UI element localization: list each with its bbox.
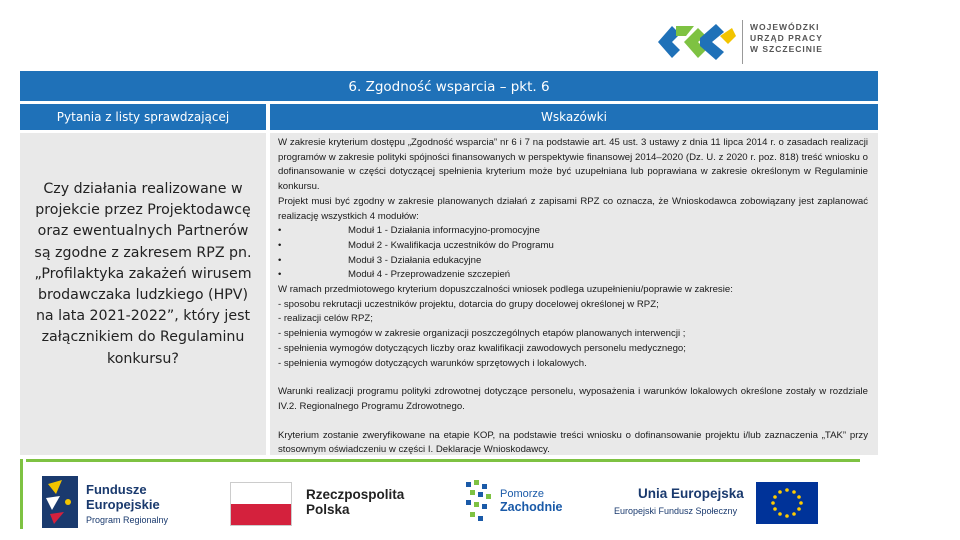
hint-paragraph-5: Kryterium zostanie zweryfikowane na etapie KOP, na podstawie treści wniosku o dofinansowanie projektu i/lub zaznaczenia „TAK” przy stosownym oświadczeniu w części I. Deklaracje Wnioskodawcy. (278, 429, 868, 456)
pomorze-zachodnie-logo (462, 478, 572, 528)
hint-list-item: - spełnienia wymogów w zakresie organizacji poszczególnych etapów planowanych interwencji ; (278, 328, 686, 340)
criteria-table (20, 71, 878, 455)
rzeczpospolita-polska-name: Rzeczpospolita Polska (306, 487, 405, 517)
hint-paragraph-4: Warunki realizacji programu polityki zdrowotnej dotyczące personelu, wyposażenia i warunków lokalowych określone zostały w rozdziale IV.2. Regionalnego Programu Zdrowotnego. (278, 386, 868, 412)
slide-title: 6. Zgodność wsparcia – pkt. 6 (20, 71, 878, 101)
hints-text (278, 136, 868, 458)
module-item: • Moduł 2 - Kwalifikacja uczestników do Programu (278, 239, 554, 251)
column-header-hints: Wskazówki (270, 104, 878, 130)
module-item: • Moduł 1 - Działania informacyjno-promocyjne (278, 225, 540, 237)
question-cell (20, 133, 266, 455)
module-item: • Moduł 4 - Przeprowadzenie szczepień (278, 269, 511, 281)
hint-paragraph-2: Projekt musi być zgodny w zakresie planowanych działań z zapisami RPZ co oznacza, że Wnioskodawca zobowiązany jest zaplanować realizację wszystkich 4 modułów: (278, 195, 868, 222)
hint-list-item: - spełnienia wymogów dotyczących warunków sprzętowych i lokalowych. (278, 357, 587, 369)
fundusze-europejskie-name: Fundusze Europejskie (86, 482, 160, 512)
eu-flag-icon (756, 482, 818, 524)
hint-list-item: - spełnienia wymogów dotyczących liczby oraz kwalifikacji zawodowych personelu medycznego; (278, 342, 686, 354)
hint-paragraph-1: W zakresie kryterium dostępu „Zgodność wsparcia” nr 6 i 7 na podstawie art. 45 ust. 3 ustawy z dnia 11 lipca 2014 r. o zasadach realizacji programów w zakresie polityki spójności finansowanych w perspektywie finansowej 2014–2020 (Dz. U. z 2020 r. poz. 818) treść wniosku o dofinansowanie w części dotyczącej spełnienia kryterium może być uzupełniana lub poprawiana w zakresie określonym w Regulaminie konkursu. (278, 137, 868, 193)
hint-list-item: - sposobu rekrutacji uczestników projektu, dotarcia do grupy docelowej określonej w RPZ; (278, 298, 659, 310)
logo-divider (742, 20, 743, 64)
efs-label: Europejski Fundusz Społeczny (614, 506, 738, 516)
program-regionalny-label: Program Regionalny (86, 515, 169, 525)
wup-logo-text: WOJEWÓDZKI URZĄD PRACY W SZCZECINIE (750, 22, 823, 54)
pomorze-zachodnie-icon (462, 478, 496, 526)
rzeczpospolita-polska-logo (230, 482, 420, 524)
unia-europejska-name: Unia Europejska (638, 486, 744, 501)
module-item: • Moduł 3 - Działania edukacyjne (278, 254, 482, 266)
wup-logo (650, 14, 840, 70)
polish-flag-icon (230, 482, 292, 526)
hint-paragraph-3: W ramach przedmiotowego kryterium dopuszczalności wniosek podlega uzupełnieniu/poprawie w zakresie: (278, 284, 733, 296)
wup-logo-icon (650, 16, 738, 66)
fundusze-europejskie-logo (42, 476, 212, 528)
hint-list-item: - realizacji celów RPZ; (278, 313, 373, 325)
fundusze-europejskie-icon (42, 476, 78, 528)
pomorze-zachodnie-name: Pomorze Zachodnie (500, 488, 563, 514)
column-header-questions: Pytania z listy sprawdzającej (20, 104, 266, 130)
hints-cell (270, 133, 878, 455)
question-text: Czy działania realizowane w projekcie przez Projektodawcę oraz ewentualnych Partnerów są zgodne z zakresem RPZ pn. „Profilaktyka zakażeń wirusem brodawczaka ludzkiego (HPV) na lata 2021-2022”, który jest załącznikiem do Regulaminu konkursu? (34, 181, 252, 367)
